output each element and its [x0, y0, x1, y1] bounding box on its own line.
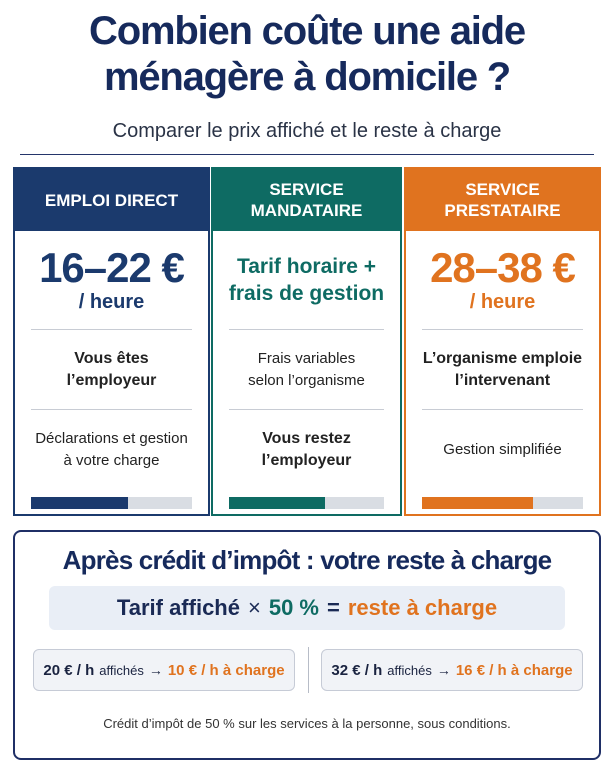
example-label: affichés: [387, 662, 432, 678]
card-row-role: [213, 410, 400, 489]
example-2: [321, 649, 583, 691]
card-row-role: [406, 330, 599, 409]
arrow-right-icon: →: [436, 662, 451, 678]
example-1: [33, 649, 295, 691]
price-unit: / heure: [469, 291, 536, 313]
card-row-fees: [213, 330, 400, 409]
cost-bar: [229, 497, 384, 509]
card-row-admin: [15, 410, 208, 489]
cost-bar: [31, 497, 192, 509]
card-service-mandataire: [211, 167, 402, 516]
formula-banner: [49, 586, 565, 630]
card-row-fees-text: Frais variables selon l’organisme: [248, 349, 365, 389]
card-header-label: SERVICE PRESTATAIRE: [444, 180, 561, 220]
card-header: [213, 169, 400, 231]
formula-result: reste à charge: [347, 595, 498, 620]
card-header-label: SERVICE MANDATAIRE: [250, 180, 363, 220]
card-row-role: [15, 330, 208, 409]
example-result: 10 € / h à charge: [167, 661, 285, 679]
example-label: affichés: [99, 662, 144, 678]
cost-bar: [422, 497, 583, 509]
card-row-admin: [406, 410, 599, 489]
card-header: [15, 169, 208, 231]
price-unit: / heure: [78, 291, 145, 313]
cost-bar-fill: [31, 497, 128, 509]
card-price: [15, 231, 208, 329]
examples-divider: [308, 647, 309, 693]
card-price: [406, 231, 599, 329]
card-row-admin-text: Gestion simplifiée: [443, 440, 562, 458]
page-subtitle: Comparer le prix affiché et le reste à charge: [112, 120, 502, 142]
card-price: [213, 231, 400, 329]
card-header-label: EMPLOI DIRECT: [44, 190, 179, 210]
tax-credit-box: [13, 530, 601, 760]
arrow-right-icon: →: [148, 662, 163, 678]
example-price: 32 € / h: [331, 661, 383, 679]
formula-equals: =: [327, 595, 340, 620]
card-emploi-direct: [13, 167, 210, 516]
formula-multiply: ×: [247, 595, 261, 620]
cost-bar-fill: [229, 497, 325, 509]
tax-credit-title: Après crédit d’impôt : votre reste à charge: [62, 545, 552, 575]
example-price: 20 € / h: [43, 661, 95, 679]
formula-rate: 50 %: [268, 595, 319, 620]
card-row-role-text: Vous êtes l’employeur: [66, 349, 157, 389]
page-title: Combien coûte une aide ménagère à domicile ?: [89, 9, 525, 99]
price-main: 16–22 €: [39, 244, 184, 291]
title-divider: [20, 154, 594, 155]
card-row-admin-text: Déclarations et gestion à votre charge: [35, 429, 188, 469]
price-main: 28–38 €: [430, 244, 575, 291]
card-header: [406, 169, 599, 231]
card-row-role-text: L’organisme emploie l’intervenant: [422, 349, 583, 389]
cost-bar-fill: [422, 497, 533, 509]
footnote: Crédit d’impôt de 50 % sur les services à la personne, sous conditions.: [103, 716, 511, 731]
card-service-prestataire: [404, 167, 601, 516]
example-result: 16 € / h à charge: [455, 661, 573, 679]
formula-price: Tarif affiché: [116, 595, 240, 620]
price-text: Tarif horaire + frais de gestion: [228, 255, 385, 305]
card-row-role-text: Vous restez l’employeur: [261, 429, 352, 469]
